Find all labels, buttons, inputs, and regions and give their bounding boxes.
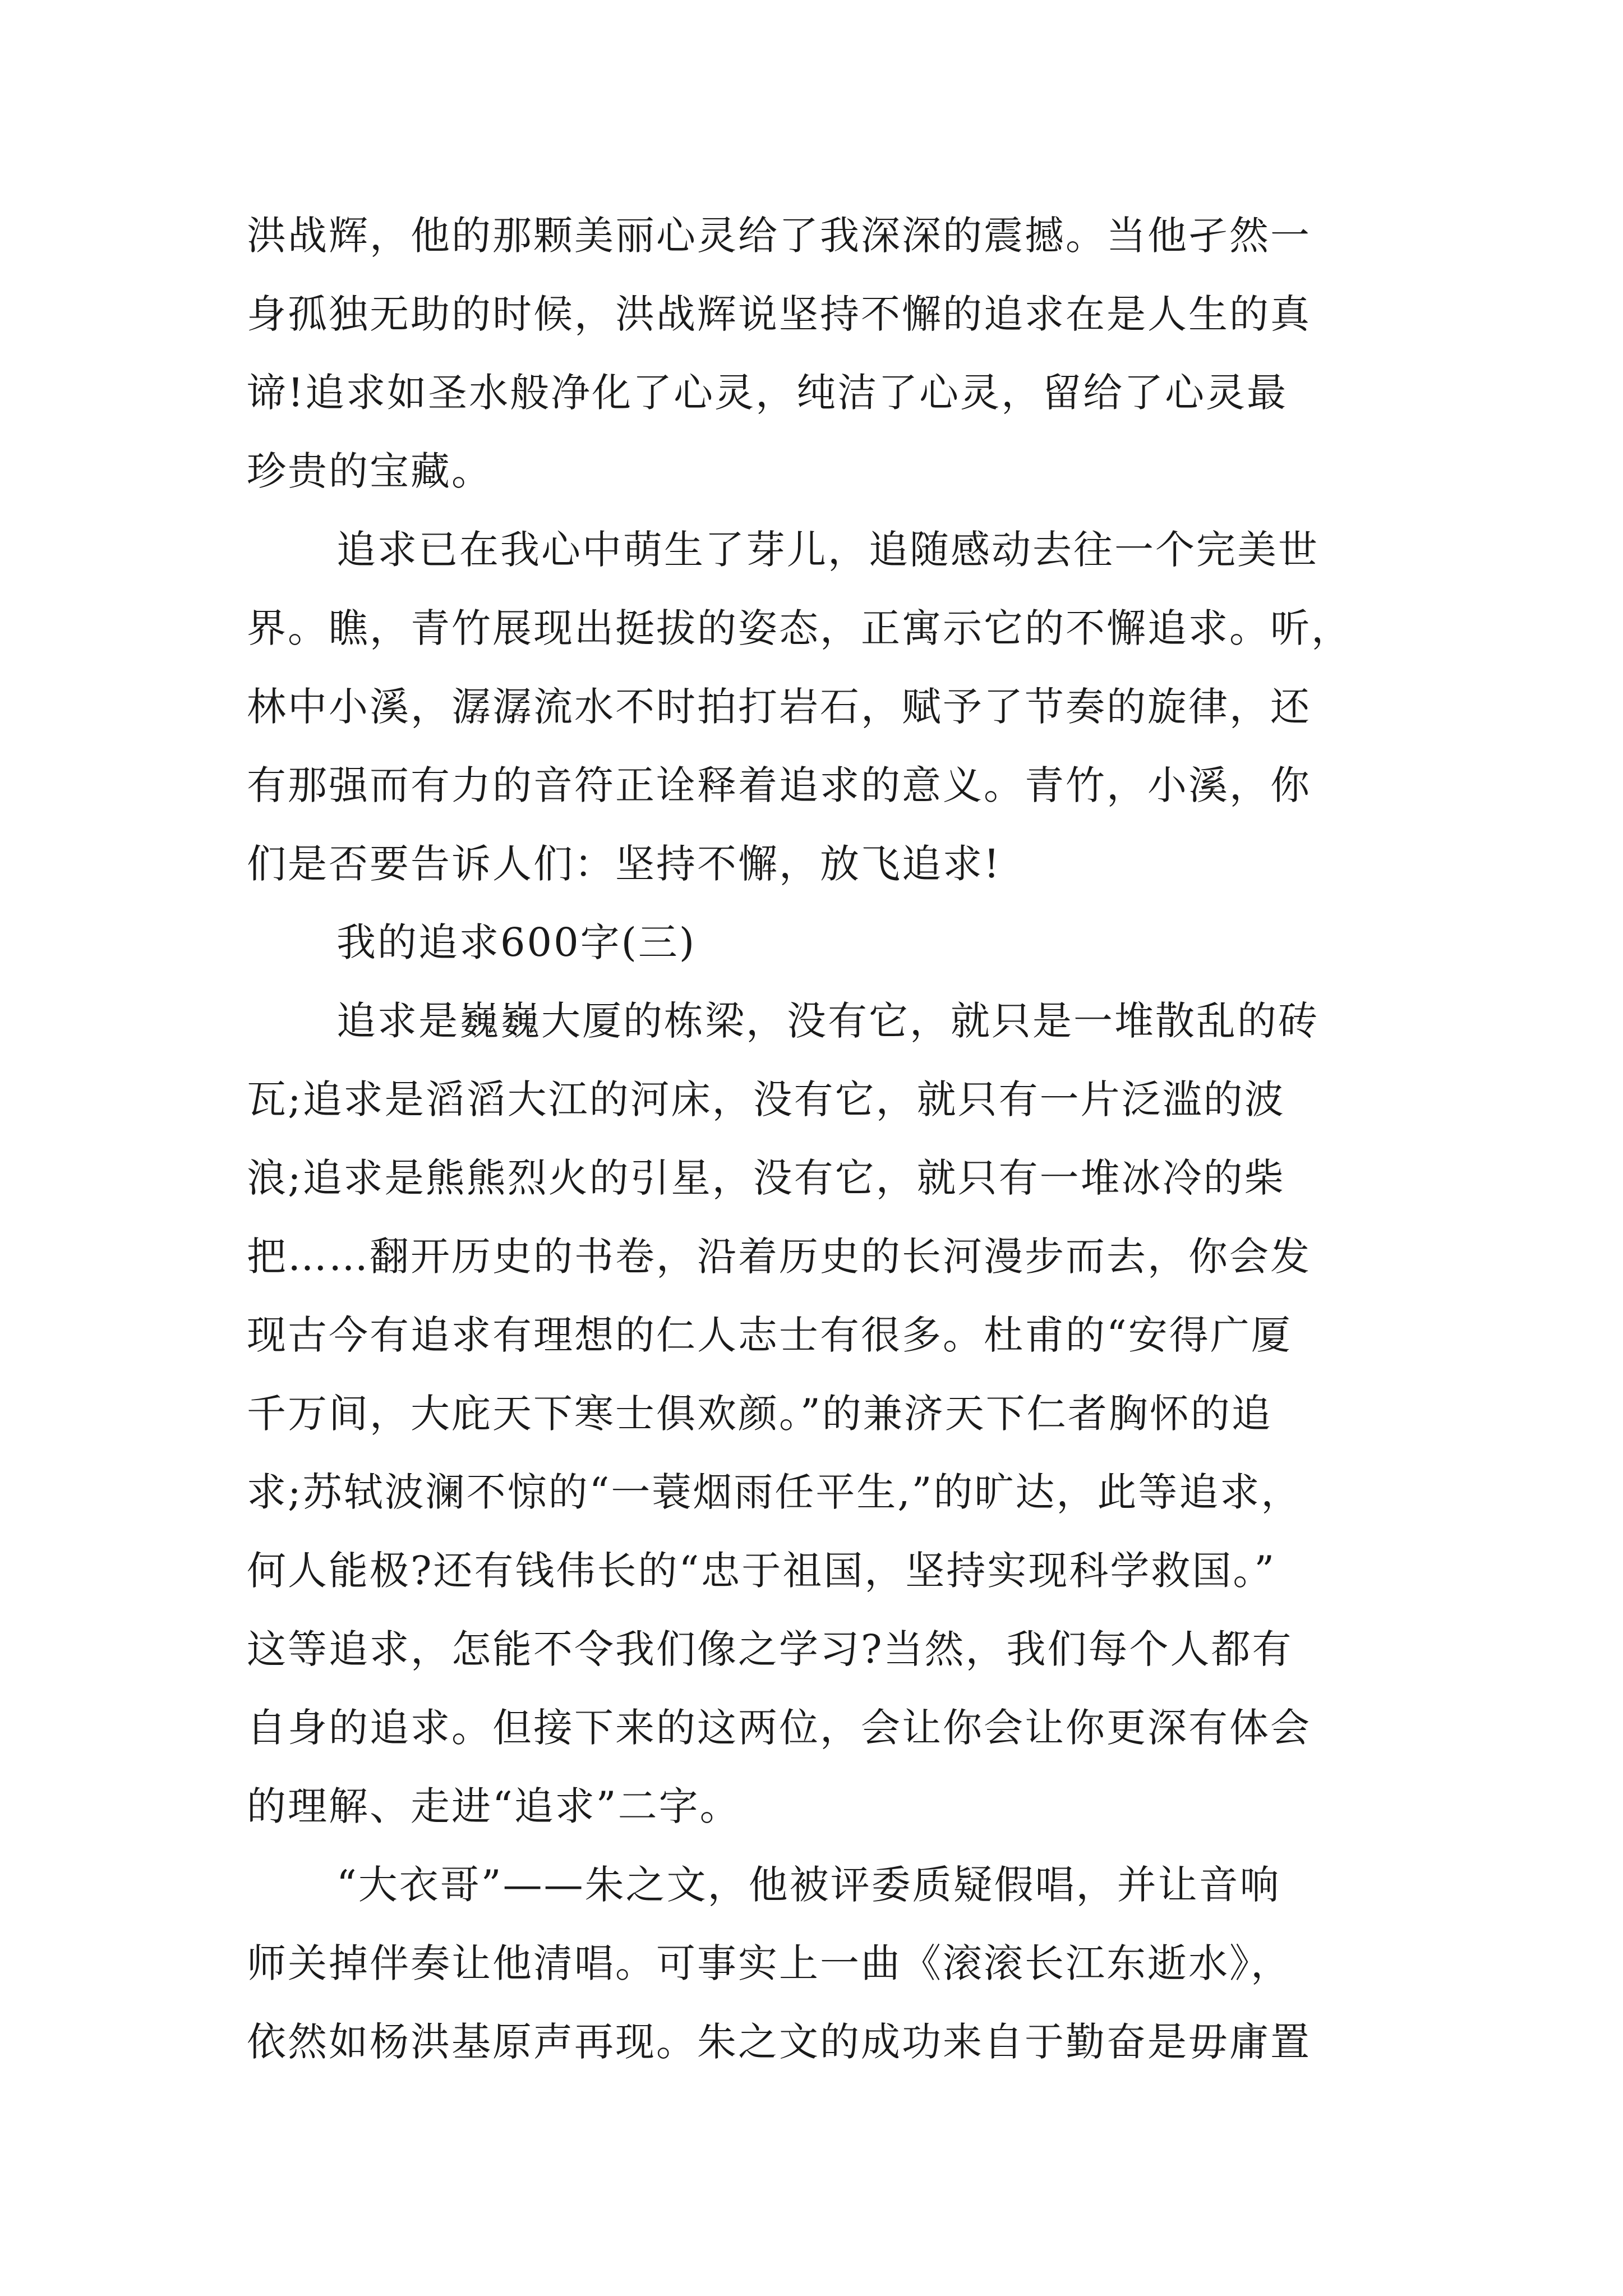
text-line: 身孤独无助的时候，洪战辉说坚持不懈的追求在是人生的真 — [247, 291, 1311, 337]
text-line: 界。瞧，青竹展现出挺拔的姿态，正寓示它的不懈追求。听， — [247, 605, 1352, 651]
text-line: 珍贵的宝藏。 — [247, 448, 492, 494]
text-line: 何人能极?还有钱伟长的“忠于祖国，坚持实现科学救国。” — [247, 1548, 1276, 1594]
text-line: 千万间，大庇天下寒士俱欢颜。”的兼济天下仁者胸怀的追 — [247, 1391, 1272, 1437]
text-line: 瓦;追求是滔滔大江的河床，没有它，就只有一片泛滥的波 — [247, 1076, 1285, 1122]
text-line: 求;苏轼波澜不惊的“一蓑烟雨任平生,”的旷达，此等追求， — [247, 1469, 1302, 1515]
text-line: 自身的追求。但接下来的这两位，会让你会让你更深有体会 — [247, 1705, 1311, 1751]
text-line: 浪;追求是熊熊烈火的引星，没有它，就只有一堆冰冷的柴 — [247, 1155, 1285, 1201]
text-line: “大衣哥”——朱之文，他被评委质疑假唱，并让音响 — [336, 1862, 1281, 1908]
text-line: 师关掉伴奏让他清唱。可事实上一曲《滚滚长江东逝水》， — [247, 1940, 1292, 1986]
text-line: 们是否要告诉人们：坚持不懈，放飞追求! — [247, 841, 1002, 887]
section-heading: 我的追求600字(三) — [336, 919, 697, 965]
text-line: 有那强而有力的音符正诠释着追求的意义。青竹，小溪，你 — [247, 762, 1311, 808]
text-line: 追求是巍巍大厦的栋梁，没有它，就只是一堆散乱的砖 — [336, 998, 1319, 1044]
text-line: 依然如杨洪基原声再现。朱之文的成功来自于勤奋是毋庸置 — [247, 2019, 1311, 2065]
text-line: 追求已在我心中萌生了芽儿，追随感动去往一个完美世 — [336, 527, 1319, 573]
text-line: 林中小溪，潺潺流水不时拍打岩石，赋予了节奏的旋律，还 — [247, 684, 1311, 730]
text-line: 洪战辉，他的那颗美丽心灵给了我深深的震撼。当他孑然一 — [247, 213, 1311, 259]
text-line: 现古今有追求有理想的仁人志士有很多。杜甫的“安得广厦 — [247, 1312, 1292, 1358]
text-line: 谛!追求如圣水般净化了心灵，纯洁了心灵，留给了心灵最 — [247, 370, 1288, 416]
text-line: 的理解、走进“追求”二字。 — [247, 1783, 741, 1829]
text-line: 把……翻开历史的书卷，沿着历史的长河漫步而去，你会发 — [247, 1234, 1311, 1280]
text-line: 这等追求，怎能不令我们像之学习?当然，我们每个人都有 — [247, 1626, 1293, 1672]
